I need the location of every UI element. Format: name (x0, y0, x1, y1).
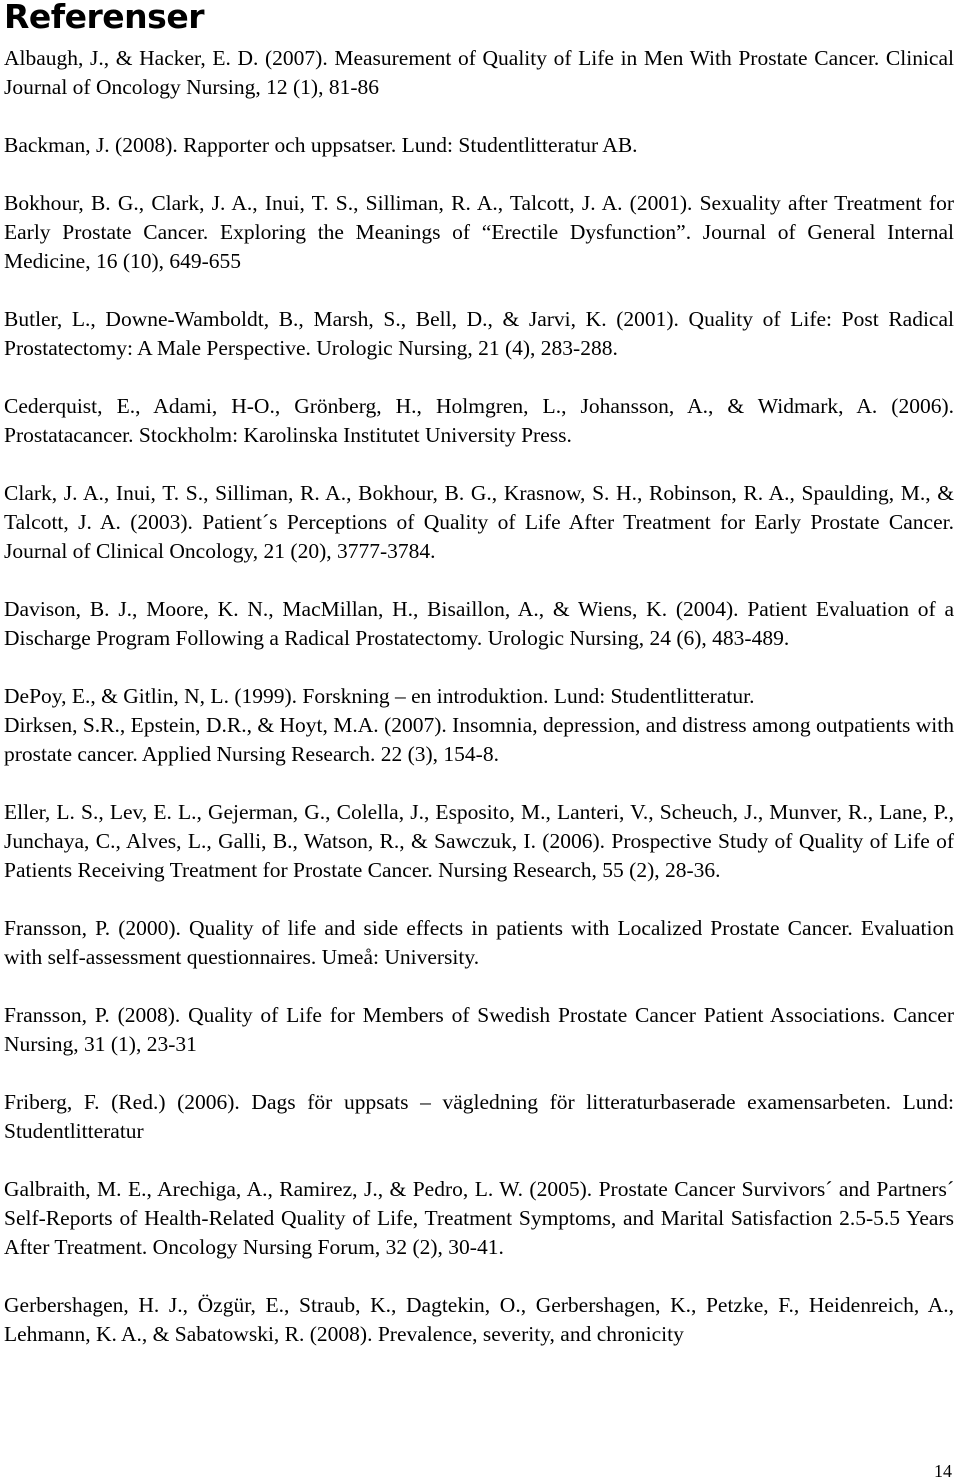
reference-entry: Fransson, P. (2008). Quality of Life for Members of Swedish Prostate Cancer Patient Associations. Cancer Nursing, 31 (1), 23-31 (4, 1003, 954, 1056)
reference-entry: Davison, B. J., Moore, K. N., MacMillan, H., Bisaillon, A., & Wiens, K. (2004). Patient Evaluation of a Discharge Program Following a Radical Prostatectomy. Urologic Nursing, 24 (6), 483-489. (4, 597, 954, 650)
reference-entry: Friberg, F. (Red.) (2006). Dags för uppsats – vägledning för litteraturbaserade examensarbeten. Lund: Studentlitteratur (4, 1090, 954, 1143)
reference-entry: Bokhour, B. G., Clark, J. A., Inui, T. S., Silliman, R. A., Talcott, J. A. (2001). Sexuality after Treatment for Early Prostate Cancer. Exploring the Meanings of “Erectile Dysfunction”. Journal of General Internal Medicine, 16 (10), 649-655 (4, 191, 954, 273)
reference-entry: Albaugh, J., & Hacker, E. D. (2007). Measurement of Quality of Life in Men With Prostate Cancer. Clinical Journal of Oncology Nursing, 12 (1), 81-86 (4, 46, 954, 99)
reference-entry: Backman, J. (2008). Rapporter och uppsatser. Lund: Studentlitteratur AB. (4, 133, 638, 157)
reference-list (4, 44, 954, 1349)
reference-entry: Dirksen, S.R., Epstein, D.R., & Hoyt, M.A. (2007). Insomnia, depression, and distress among outpatients with prostate cancer. Applied Nursing Research. 22 (3), 154-8. (4, 713, 954, 766)
reference-entry: Cederquist, E., Adami, H-O., Grönberg, H., Holmgren, L., Johansson, A., & Widmark, A. (2006). Prostatacancer. Stockholm: Karolinska Institutet University Press. (4, 394, 954, 447)
reference-entry: Clark, J. A., Inui, T. S., Silliman, R. A., Bokhour, B. G., Krasnow, S. H., Robinson, R. A., Spaulding, M., & Talcott, J. A. (2003). Patient´s Perceptions of Quality of Life After Treatment for Early Prostate Cancer. Journal of Clinical Oncology, 21 (20), 3777-3784. (4, 481, 954, 563)
page-heading: Referenser (4, 0, 204, 36)
reference-entry: Fransson, P. (2000). Quality of life and side effects in patients with Localized Prostate Cancer. Evaluation with self-assessment questionnaires. Umeå: University. (4, 916, 954, 969)
reference-entry: Butler, L., Downe-Wamboldt, B., Marsh, S., Bell, D., & Jarvi, K. (2001). Quality of Life: Post Radical Prostatectomy: A Male Perspective. Urologic Nursing, 21 (4), 283-288. (4, 307, 954, 360)
page-number: 14 (934, 1461, 952, 1481)
reference-entry: DePoy, E., & Gitlin, N, L. (1999). Forskning – en introduktion. Lund: Studentlitteratur. (4, 684, 755, 708)
reference-entry: Galbraith, M. E., Arechiga, A., Ramirez, J., & Pedro, L. W. (2005). Prostate Cancer Survivors´ and Partners´ Self-Reports of Health-Related Quality of Life, Treatment Symptoms, and Marital Satisfaction 2.5-5.5 Years After Treatment. Oncology Nursing Forum, 32 (2), 30-41. (4, 1177, 954, 1259)
reference-entry: Gerbershagen, H. J., Özgür, E., Straub, K., Dagtekin, O., Gerbershagen, K., Petzke, F., Heidenreich, A., Lehmann, K. A., & Sabatowski, R. (2008). Prevalence, severity, and chronicity (4, 1293, 954, 1346)
reference-entry: Eller, L. S., Lev, E. L., Gejerman, G., Colella, J., Esposito, M., Lanteri, V., Scheuch, J., Munver, R., Lane, P., Junchaya, C., Alves, L., Galli, B., Watson, R., & Sawczuk, I. (2006). Prospective Study of Quality of Life of Patients Receiving Treatment for Prostate Cancer. Nursing Research, 55 (2), 28-36. (4, 800, 954, 882)
